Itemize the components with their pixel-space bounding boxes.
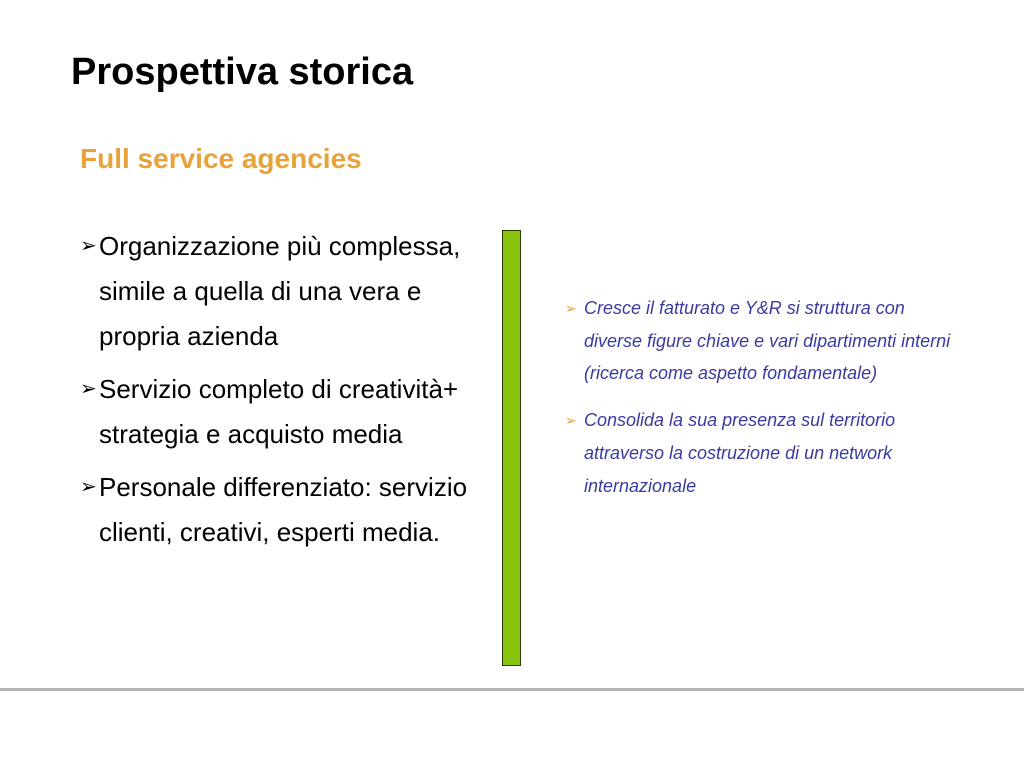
arrow-bullet-icon: ➢ <box>80 378 97 400</box>
slide-subtitle: Full service agencies <box>80 143 362 174</box>
slide-title: Prospettiva storica <box>71 51 414 93</box>
left-bullet-text: Personale differenziato: servizio clienti, creativi, esperti media. <box>99 472 468 547</box>
right-bullet-text: Cresce il fatturato e Y&R si struttura con diverse figure chiave e vari dipartimenti interni (ricerca come aspetto fondamentale) <box>584 298 951 384</box>
left-bullet-item <box>80 367 490 457</box>
arrow-bullet-icon: ➢ <box>80 235 97 257</box>
arrow-bullet-icon: ➢ <box>565 412 577 429</box>
left-bullet-text: Servizio completo di creatività+ strategia e acquisto media <box>99 374 459 449</box>
right-bullet-item <box>565 292 965 390</box>
arrow-bullet-icon: ➢ <box>80 476 97 498</box>
arrow-bullet-icon: ➢ <box>565 300 577 316</box>
bottom-divider-line <box>0 688 1024 691</box>
left-bullet-list <box>80 224 490 563</box>
right-bullet-text: Consolida la sua presenza sul territorio attraverso la costruzione di un network internazionale <box>584 410 896 496</box>
green-divider-bar <box>502 230 521 666</box>
right-bullet-list <box>565 292 965 516</box>
right-bullet-item <box>565 404 965 502</box>
left-bullet-text: Organizzazione più complessa, simile a quella di una vera e propria azienda <box>99 231 461 351</box>
left-bullet-item <box>80 465 490 555</box>
left-bullet-item <box>80 224 490 359</box>
